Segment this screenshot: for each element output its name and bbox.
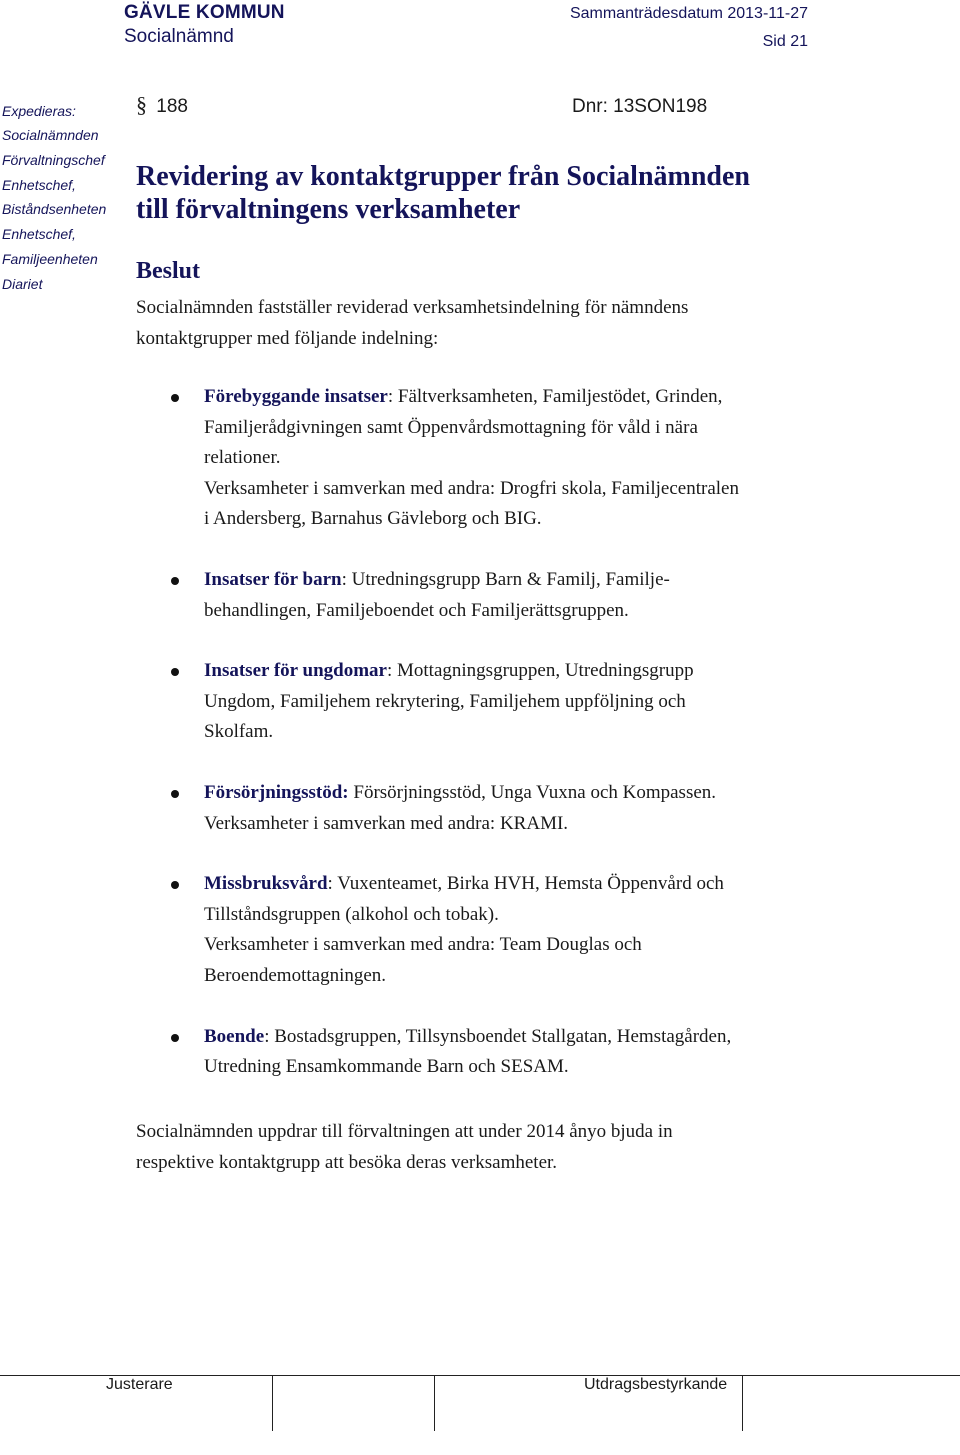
decision-intro — [136, 292, 816, 354]
distribution-label: Expedieras: — [2, 103, 76, 119]
distribution-recipient: Familjeenheten — [2, 250, 98, 267]
unit-name: Socialnämnd — [124, 26, 234, 47]
distribution-recipient: Biståndsenheten — [2, 201, 107, 218]
footer-adjuster-label: Justerare — [106, 1376, 173, 1393]
bullet-icon — [171, 668, 179, 676]
bullet-icon — [171, 394, 179, 402]
contact-group-line: relationer. — [204, 447, 281, 469]
contact-group-heading: Förebyggande insatser — [204, 386, 388, 407]
contact-group-collab-line: i Andersberg, Barnahus Gävleborg och BIG. — [204, 508, 542, 530]
contact-group-text: : Mottagningsgruppen, Utredningsgrupp — [386, 660, 694, 682]
contact-group-text: : Bostadsgruppen, Tillsynsboendet Stallgatan, Hemstagården, — [264, 1025, 732, 1047]
contact-group-item — [160, 778, 820, 839]
contact-group-heading: Boende — [204, 1025, 265, 1047]
contact-group-line — [204, 382, 820, 413]
signature-box-divider — [434, 1375, 435, 1431]
contact-group-item — [160, 565, 820, 626]
signature-box-divider — [272, 1375, 273, 1431]
decision-intro-line: kontaktgrupper med följande indelning: — [136, 328, 439, 349]
contact-group-item — [160, 869, 820, 991]
bullet-icon — [171, 790, 179, 798]
contact-group-line — [204, 656, 820, 687]
page-title-line: till förvaltningens verksamheter — [136, 194, 521, 225]
meeting-date: Sammanträdesdatum 2013-11-27 — [569, 5, 808, 22]
page-number: Sid 21 — [762, 33, 808, 50]
contact-group-heading: Missbruksvård — [204, 873, 328, 895]
section-number — [136, 92, 188, 118]
closing-line: respektive kontaktgrupp att besöka deras verksamheter. — [136, 1152, 558, 1173]
organization-name: GÄVLE KOMMUN — [124, 2, 285, 23]
contact-group-line — [204, 565, 820, 596]
contact-group-collab-line: Beroendemottagningen. — [204, 964, 387, 986]
bullet-icon — [171, 881, 179, 889]
section-number-value: 188 — [156, 96, 188, 117]
contact-group-text: : Vuxenteamet, Birka HVH, Hemsta Öppenvård och — [327, 873, 724, 895]
distribution-list — [2, 99, 127, 297]
contact-group-line: Familjerådgivningen samt Öppenvårdsmottagning för våld i nära — [204, 416, 698, 438]
closing-paragraph — [136, 1116, 796, 1178]
contact-group-collab-line: Verksamheter i samverkan med andra: Drogfri skola, Familjecentralen — [204, 477, 739, 499]
contact-group-line — [204, 778, 820, 809]
page-title-line: Revidering av kontaktgrupper från Socialnämnden — [136, 161, 750, 192]
signature-box-divider — [742, 1375, 743, 1431]
contact-group-collab-line: Verksamheter i samverkan med andra: Team Douglas och — [204, 934, 642, 956]
bullet-icon — [171, 577, 179, 585]
closing-line: Socialnämnden uppdrar till förvaltningen att under 2014 ånyo bjuda in — [136, 1121, 673, 1142]
contact-group-line — [204, 869, 820, 900]
contact-group-heading: Insatser för barn — [204, 568, 342, 590]
contact-group-item — [160, 656, 820, 748]
contact-group-line: Ungdom, Familjehem rekrytering, Familjehem uppföljning och — [204, 690, 686, 712]
contact-group-collab-line: Verksamheter i samverkan med andra: KRAMI. — [204, 812, 569, 834]
contact-group-line: Skolfam. — [204, 721, 274, 743]
decision-heading: Beslut — [136, 258, 201, 284]
decision-intro-line: Socialnämnden fastställer reviderad verksamhetsindelning för nämndens — [136, 297, 689, 318]
contact-group-item — [160, 382, 820, 535]
contact-group-line: Utredning Ensamkommande Barn och SESAM. — [204, 1056, 569, 1078]
contact-group-heading: Försörjningsstöd: — [204, 781, 349, 803]
bullet-icon — [171, 1034, 179, 1042]
contact-group-item — [160, 1022, 820, 1083]
distribution-recipient: Enhetschef, — [2, 176, 76, 193]
contact-group-list — [160, 382, 820, 1113]
footer-certification-label: Utdragsbestyrkande — [584, 1376, 728, 1393]
page-title — [136, 160, 836, 226]
contact-group-text: : Utredningsgrupp Barn & Familj, Familje- — [341, 568, 670, 590]
contact-group-text: : Fältverksamheten, Familjestödet, Grinden, — [387, 386, 723, 407]
contact-group-text: Försörjningsstöd, Unga Vuxna och Kompassen. — [348, 781, 717, 803]
distribution-recipient: Förvaltningschef — [2, 151, 105, 168]
contact-group-line — [204, 1022, 820, 1053]
contact-group-line: behandlingen, Familjeboendet och Familjerättsgruppen. — [204, 599, 629, 621]
contact-group-heading: Insatser för ungdomar — [204, 660, 387, 682]
paragraph-symbol: § — [136, 92, 147, 117]
distribution-recipient: Diariet — [2, 275, 43, 292]
distribution-recipient: Socialnämnden — [2, 127, 99, 143]
case-number: Dnr: 13SON198 — [572, 96, 708, 117]
contact-group-line: Tillståndsgruppen (alkohol och tobak). — [204, 903, 499, 925]
distribution-recipient: Enhetschef, — [2, 226, 76, 243]
